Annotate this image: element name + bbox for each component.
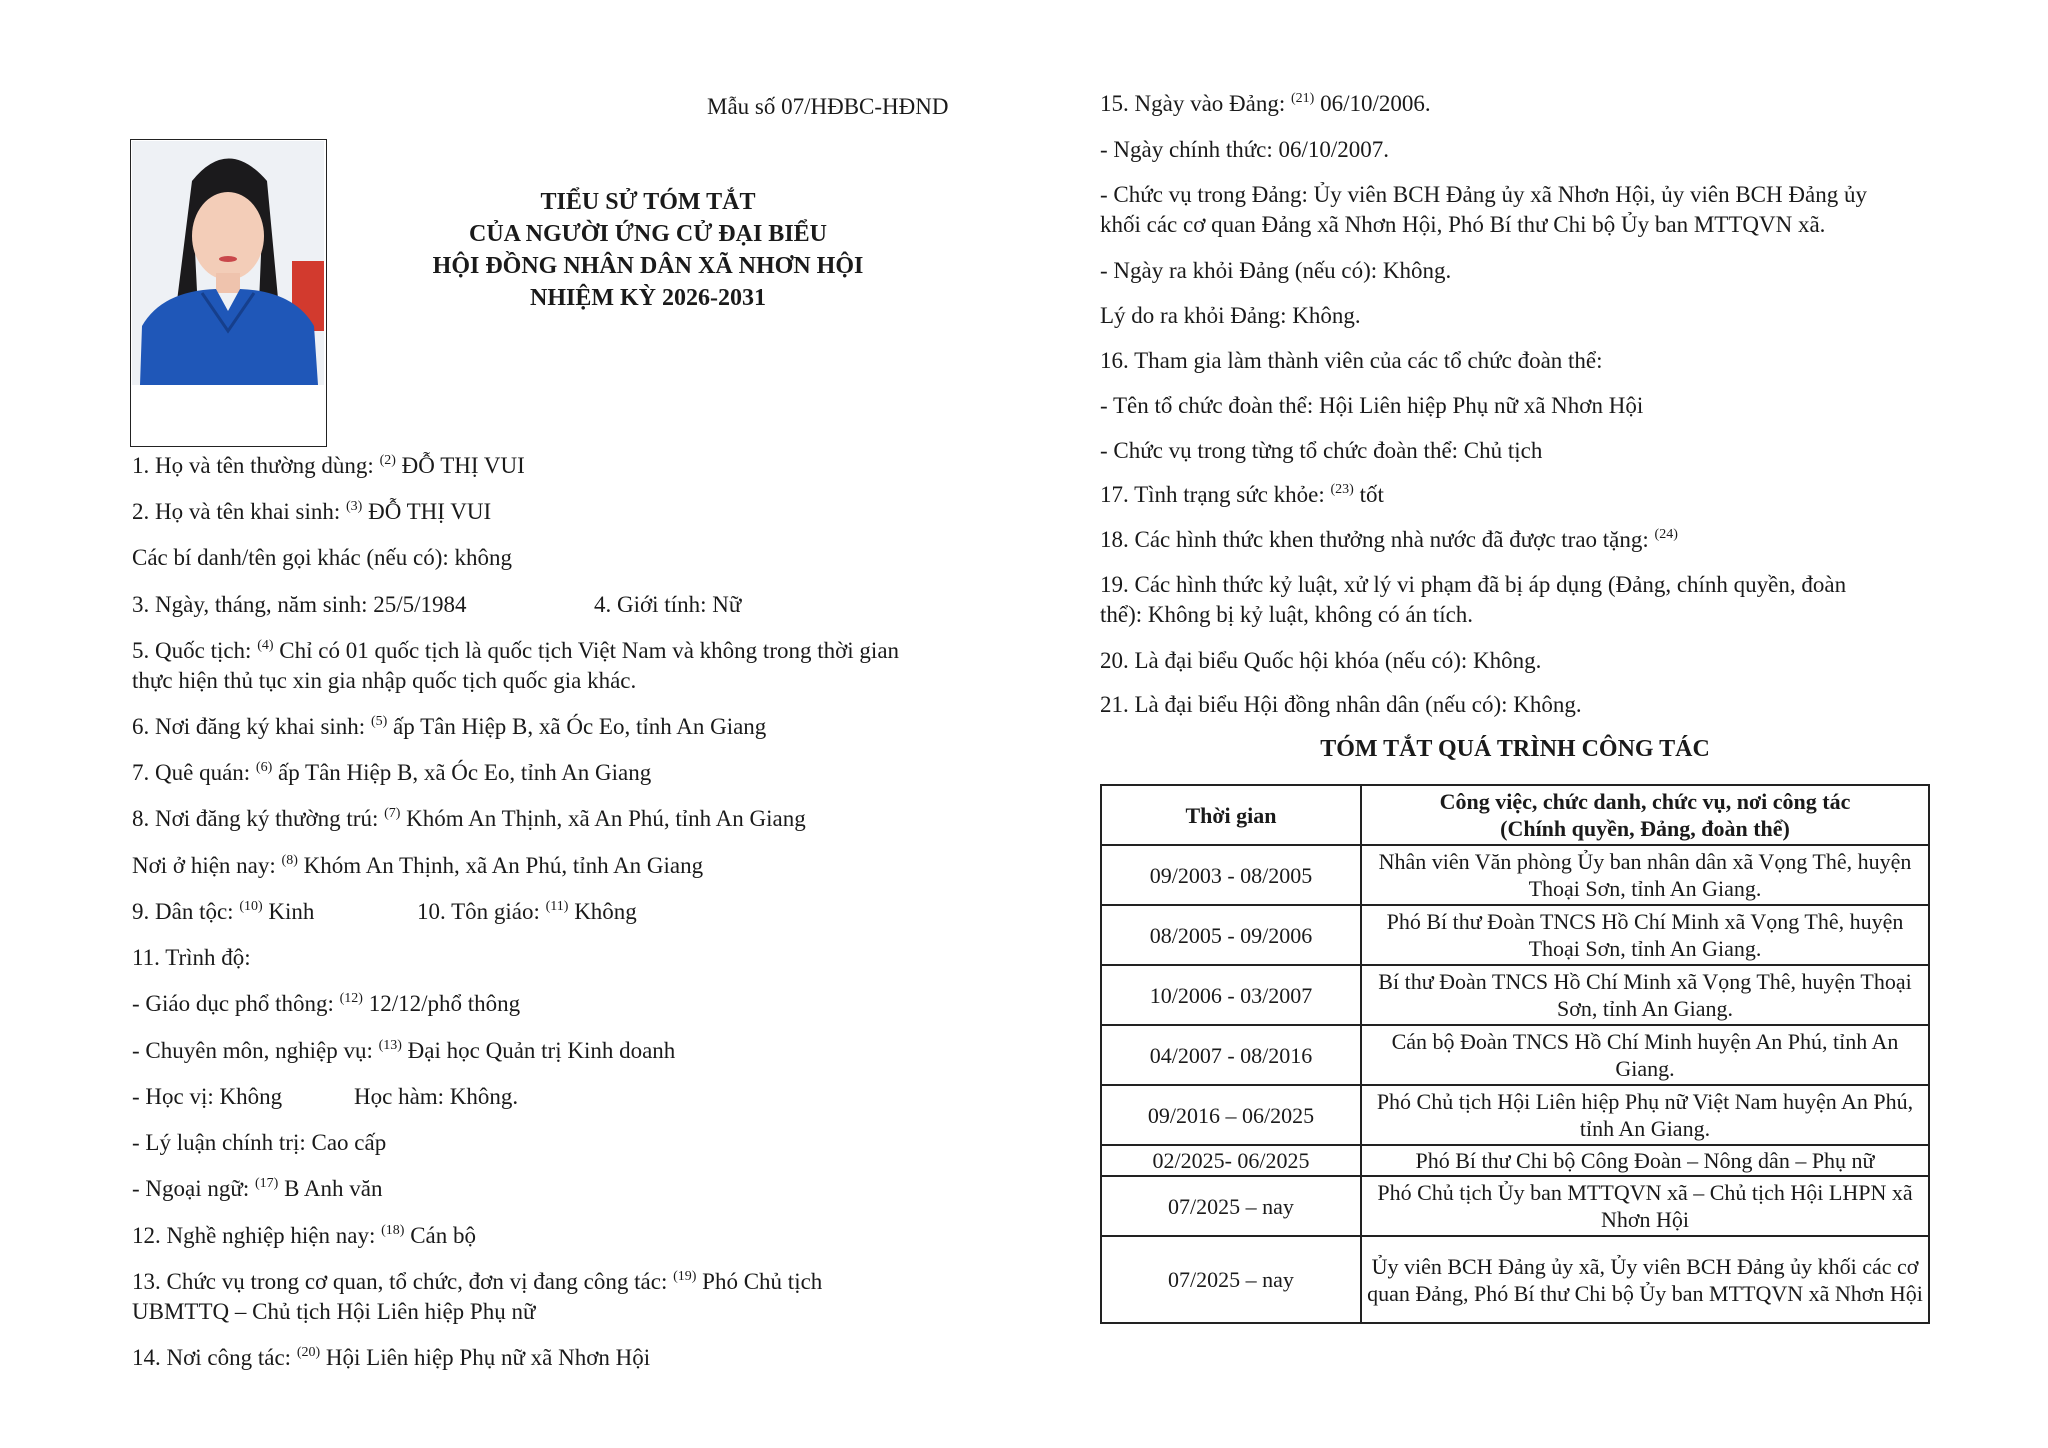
table-row xyxy=(1101,1236,1929,1323)
field-national-assembly: 20. Là đại biểu Quốc hội khóa (nếu có): Không. xyxy=(1100,648,1542,673)
field-common-name: 1. Họ và tên thường dùng: $^{(2)}$ ĐỖ THỊ VUI xyxy=(132,453,525,478)
field-party-official-date: - Ngày chính thức: 06/10/2007. xyxy=(1100,137,1390,162)
field-party-join-date: 15. Ngày vào Đảng: $^{(21)}$ 06/10/2006. xyxy=(1100,91,1431,116)
field-peoples-council: 21. Là đại biểu Hội đồng nhân dân (nếu có): Không. xyxy=(1100,692,1582,717)
field-degree: - Học vị: Không xyxy=(132,1084,283,1109)
field-occupation: 12. Nghề nghiệp hiện nay: $^{(18)}$ Cán bộ xyxy=(132,1223,477,1248)
field-discipline: 19. Các hình thức kỷ luật, xử lý vi phạm đã bị áp dụng (Đảng, chính quyền, đoàn xyxy=(1100,572,1847,597)
time-cell: 07/2025 – nay xyxy=(1101,1176,1361,1236)
field-hometown: 7. Quê quán: $^{(6)}$ ấp Tân Hiệp B, xã Óc Eo, tỉnh An Giang xyxy=(132,760,652,785)
description-cell: Nhân viên Văn phòng Ủy ban nhân dân xã Vọng Thê, huyện Thoại Sơn, tỉnh An Giang. xyxy=(1361,845,1929,905)
time-cell: 09/2003 - 08/2005 xyxy=(1101,845,1361,905)
description-cell: Cán bộ Đoàn TNCS Hồ Chí Minh huyện An Phú, tỉnh An Giang. xyxy=(1361,1025,1929,1085)
field-party-position-cont: khối các cơ quan Đảng xã Nhơn Hội, Phó Bí thư Chi bộ Ủy ban MTTQVN xã. xyxy=(1100,212,1826,237)
title-line: TIỂU SỬ TÓM TẮT xyxy=(540,189,756,215)
field-position-cont: UBMTTQ – Chủ tịch Hội Liên hiệp Phụ nữ xyxy=(132,1299,536,1324)
title-line: NHIỆM KỲ 2026-2031 xyxy=(530,285,766,311)
field-nationality: 5. Quốc tịch: $^{(4)}$ Chỉ có 01 quốc tịch là quốc tịch Việt Nam và không trong thời gian xyxy=(132,638,900,663)
field-party-exit-reason: Lý do ra khỏi Đảng: Không. xyxy=(1100,303,1361,328)
table-row xyxy=(1101,1145,1929,1176)
field-party-position: - Chức vụ trong Đảng: Ủy viên BCH Đảng ủy xã Nhơn Hội, ủy viên BCH Đảng ủy xyxy=(1100,182,1867,207)
table-row xyxy=(1101,1085,1929,1145)
field-general-education: - Giáo dục phổ thông: $^{(12)}$ 12/12/phổ thông xyxy=(132,991,521,1016)
field-religion: 10. Tôn giáo: $^{(11)}$ Không xyxy=(417,899,637,924)
column-header-description: Công việc, chức danh, chức vụ, nơi công tác (Chính quyền, Đảng, đoàn thể) xyxy=(1361,785,1929,845)
table-row xyxy=(1101,845,1929,905)
title-line: HỘI ĐỒNG NHÂN DÂN XÃ NHƠN HỘI xyxy=(432,253,864,279)
field-current-residence: Nơi ở hiện nay: $^{(8)}$ Khóm An Thịnh, xã An Phú, tỉnh An Giang xyxy=(132,853,704,878)
field-qualification: 11. Trình độ: xyxy=(132,945,251,970)
field-academic-rank: Học hàm: Không. xyxy=(354,1084,519,1109)
field-dob: 3. Ngày, tháng, năm sinh: 25/5/1984 xyxy=(132,592,467,617)
title-line: CỦA NGƯỜI ỨNG CỬ ĐẠI BIỂU xyxy=(468,221,827,247)
description-cell: Bí thư Đoàn TNCS Hồ Chí Minh xã Vọng Thê, huyện Thoại Sơn, tỉnh An Giang. xyxy=(1361,965,1929,1025)
time-cell: 04/2007 - 08/2016 xyxy=(1101,1025,1361,1085)
time-cell: 07/2025 – nay xyxy=(1101,1236,1361,1323)
time-cell: 10/2006 - 03/2007 xyxy=(1101,965,1361,1025)
form-code: Mẫu số 07/HĐBC-HĐND xyxy=(707,94,949,119)
work-history-heading: TÓM TẮT QUÁ TRÌNH CÔNG TÁC xyxy=(1320,736,1710,762)
portrait-frame xyxy=(130,139,327,447)
field-permanent-residence: 8. Nơi đăng ký thường trú: $^{(7)}$ Khóm An Thịnh, xã An Phú, tỉnh An Giang xyxy=(132,806,806,831)
time-cell: 08/2005 - 09/2006 xyxy=(1101,905,1361,965)
field-position: 13. Chức vụ trong cơ quan, tổ chức, đơn vị đang công tác: $^{(19)}$ Phó Chủ tịch xyxy=(132,1269,823,1294)
table-row xyxy=(1101,1025,1929,1085)
description-cell: Phó Bí thư Đoàn TNCS Hồ Chí Minh xã Vọng Thê, huyện Thoại Sơn, tỉnh An Giang. xyxy=(1361,905,1929,965)
field-nationality-cont: thực hiện thủ tục xin gia nhập quốc tịch quốc gia khác. xyxy=(132,668,637,693)
field-specialization: - Chuyên môn, nghiệp vụ: $^{(13)}$ Đại học Quản trị Kinh doanh xyxy=(132,1038,676,1063)
field-birth-registration: 6. Nơi đăng ký khai sinh: $^{(5)}$ ấp Tân Hiệp B, xã Óc Eo, tỉnh An Giang xyxy=(132,714,767,739)
field-gender: 4. Giới tính: Nữ xyxy=(594,592,742,617)
field-ethnicity: 9. Dân tộc: $^{(10)}$ Kinh xyxy=(132,899,315,924)
field-organizations: 16. Tham gia làm thành viên của các tổ chức đoàn thể: xyxy=(1100,348,1603,373)
field-birth-name: 2. Họ và tên khai sinh: $^{(3)}$ ĐỖ THỊ VUI xyxy=(132,499,492,524)
table-header-row xyxy=(1101,785,1929,845)
field-organization-position: - Chức vụ trong từng tổ chức đoàn thể: Chủ tịch xyxy=(1100,438,1543,463)
description-cell: Phó Chủ tịch Ủy ban MTTQVN xã – Chủ tịch Hội LHPN xã Nhơn Hội xyxy=(1361,1176,1929,1236)
table-row xyxy=(1101,1176,1929,1236)
field-foreign-language: - Ngoại ngữ: $^{(17)}$ B Anh văn xyxy=(132,1176,383,1201)
time-cell: 09/2016 – 06/2025 xyxy=(1101,1085,1361,1145)
field-organization-name: - Tên tổ chức đoàn thể: Hội Liên hiệp Phụ nữ xã Nhơn Hội xyxy=(1100,393,1644,418)
table-row xyxy=(1101,905,1929,965)
description-cell: Ủy viên BCH Đảng ủy xã, Ủy viên BCH Đảng ủy khối các cơ quan Đảng, Phó Bí thư Chi bộ Ủy ban MTTQVN xã Nhơn Hội xyxy=(1361,1236,1929,1323)
time-cell: 02/2025- 06/2025 xyxy=(1101,1145,1361,1176)
portrait-photo xyxy=(132,141,324,385)
work-history-table xyxy=(1100,784,1930,1324)
field-political-theory: - Lý luận chính trị: Cao cấp xyxy=(132,1130,387,1155)
column-header-time: Thời gian xyxy=(1101,785,1361,845)
field-party-exit-date: - Ngày ra khỏi Đảng (nếu có): Không. xyxy=(1100,258,1452,283)
description-cell: Phó Bí thư Chi bộ Công Đoàn – Nông dân – Phụ nữ xyxy=(1361,1145,1929,1176)
table-row xyxy=(1101,965,1929,1025)
document-title xyxy=(368,186,928,314)
description-cell: Phó Chủ tịch Hội Liên hiệp Phụ nữ Việt Nam huyện An Phú, tỉnh An Giang. xyxy=(1361,1085,1929,1145)
field-discipline-cont: thể): Không bị kỷ luật, không có án tích. xyxy=(1100,602,1474,627)
field-alias: Các bí danh/tên gọi khác (nếu có): không xyxy=(132,545,513,570)
field-workplace: 14. Nơi công tác: $^{(20)}$ Hội Liên hiệp Phụ nữ xã Nhơn Hội xyxy=(132,1345,651,1370)
field-awards: 18. Các hình thức khen thưởng nhà nước đã được trao tặng: $^{(24)}$ xyxy=(1100,527,1678,552)
field-health: 17. Tình trạng sức khỏe: $^{(23)}$ tốt xyxy=(1100,482,1384,507)
